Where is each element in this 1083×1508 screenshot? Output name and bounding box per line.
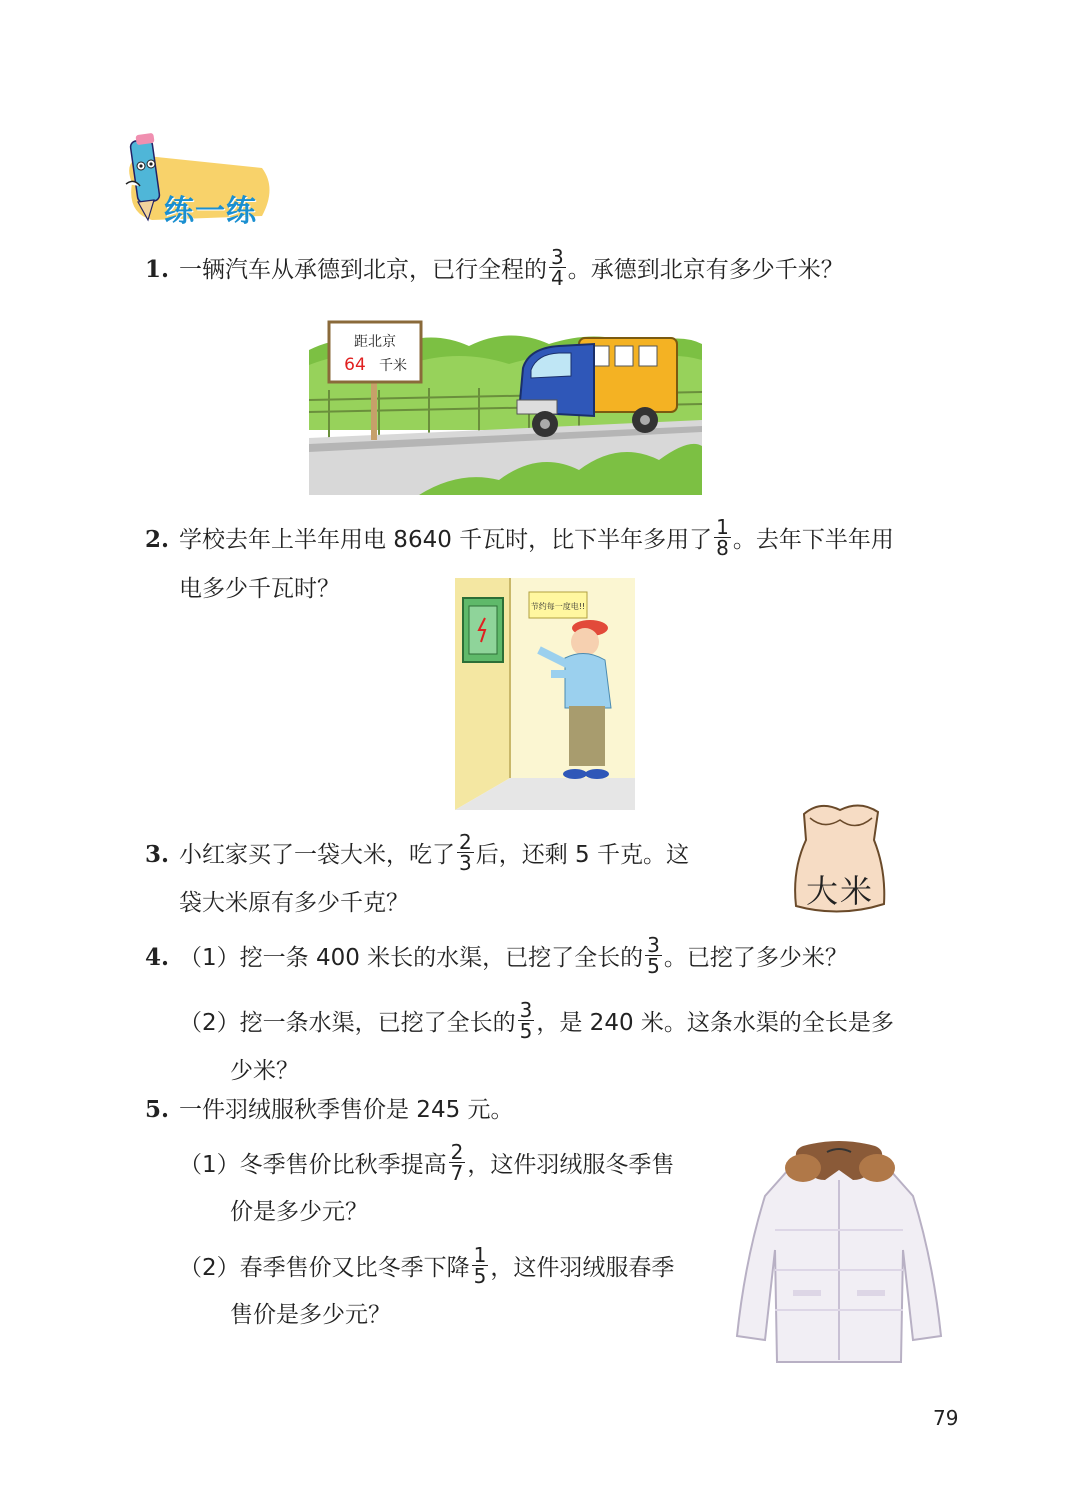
question-5-part-1-line2: 价是多少元？ [230, 1199, 368, 1225]
fraction [472, 1245, 489, 1286]
part-label: （2） [179, 1010, 240, 1036]
poster-text: 节约每一度电!! [530, 602, 586, 611]
question-3 [145, 830, 689, 876]
fraction [645, 935, 662, 976]
question-text: 一件羽绒服秋季售价是 245 元。 [179, 1097, 514, 1123]
fraction [549, 247, 566, 288]
down-jacket-illustration [735, 1140, 943, 1365]
truck-road-illustration [309, 320, 702, 495]
sign-distance: 64 [344, 355, 366, 375]
question-number: 4. [145, 944, 170, 971]
question-text: ，是 240 米。这条水渠的全长是多 [536, 1010, 894, 1036]
part-label: （1） [179, 1152, 240, 1178]
question-1 [145, 245, 844, 291]
numerator: 1 [473, 1243, 487, 1267]
denominator: 7 [450, 1161, 464, 1185]
question-text: 一辆汽车从承德到北京，已行全程的 [179, 257, 547, 283]
denominator: 5 [519, 1019, 533, 1043]
question-4-part-2 [179, 998, 894, 1044]
numerator: 2 [450, 1140, 464, 1164]
fraction [457, 832, 474, 873]
denominator: 4 [551, 266, 564, 290]
question-5 [145, 1094, 514, 1126]
question-text: ，这件羽绒服春季 [490, 1255, 675, 1281]
page-number: 79 [933, 1406, 959, 1430]
question-text: 冬季售价比秋季提高 [239, 1152, 447, 1178]
numerator: 3 [647, 933, 660, 957]
question-text: 小红家买了一袋大米，吃了 [179, 842, 455, 868]
question-number: 1. [145, 256, 170, 283]
sign-unit: 千米 [379, 358, 407, 374]
question-2-line2: 电多少千瓦时？ [179, 576, 340, 602]
denominator: 3 [459, 851, 472, 875]
question-text: 挖一条水渠，已挖了全长的 [239, 1010, 516, 1036]
fraction [518, 1000, 535, 1041]
question-2 [145, 515, 894, 561]
fraction [449, 1142, 466, 1183]
part-label: （2） [179, 1255, 240, 1281]
question-text: 。去年下半年用 [732, 527, 894, 553]
numerator: 1 [716, 515, 729, 539]
denominator: 8 [716, 536, 729, 560]
rice-bag-illustration [790, 800, 890, 918]
question-number: 3. [145, 841, 170, 868]
section-title: 练一练 [164, 194, 257, 229]
denominator: 5 [647, 954, 660, 978]
question-5-part-2-line2: 售价是多少元？ [230, 1302, 391, 1328]
bag-label: 大米 [805, 872, 874, 910]
question-text: 挖一条 400 米长的水渠，已挖了全长的 [239, 945, 644, 971]
part-label: （1） [179, 945, 240, 971]
question-text: 。承德到北京有多少千米？ [567, 257, 844, 283]
question-5-part-2 [179, 1243, 675, 1289]
question-number: 5. [145, 1096, 170, 1123]
question-4-part-1 [145, 933, 848, 979]
numerator: 3 [551, 245, 564, 269]
question-text: 。已挖了多少米？ [663, 945, 848, 971]
fraction [714, 517, 731, 558]
section-header [112, 128, 272, 228]
sign-line1: 距北京 [354, 334, 396, 350]
denominator: 5 [473, 1264, 487, 1288]
numerator: 2 [459, 830, 472, 854]
numerator: 3 [519, 998, 533, 1022]
question-5-part-1 [179, 1140, 675, 1186]
question-number: 2. [145, 526, 170, 553]
meter-reading-illustration [455, 578, 635, 810]
question-text: 春季售价又比冬季下降 [239, 1255, 470, 1281]
question-text: 学校去年上半年用电 8640 千瓦时，比下半年多用了 [179, 527, 713, 553]
question-4-part-2-line2: 少米？ [230, 1058, 299, 1084]
question-3-line2: 袋大米原有多少千克？ [179, 890, 409, 916]
question-text: ，这件羽绒服冬季售 [467, 1152, 675, 1178]
question-text: 后，还剩 5 千克。这 [475, 842, 689, 868]
